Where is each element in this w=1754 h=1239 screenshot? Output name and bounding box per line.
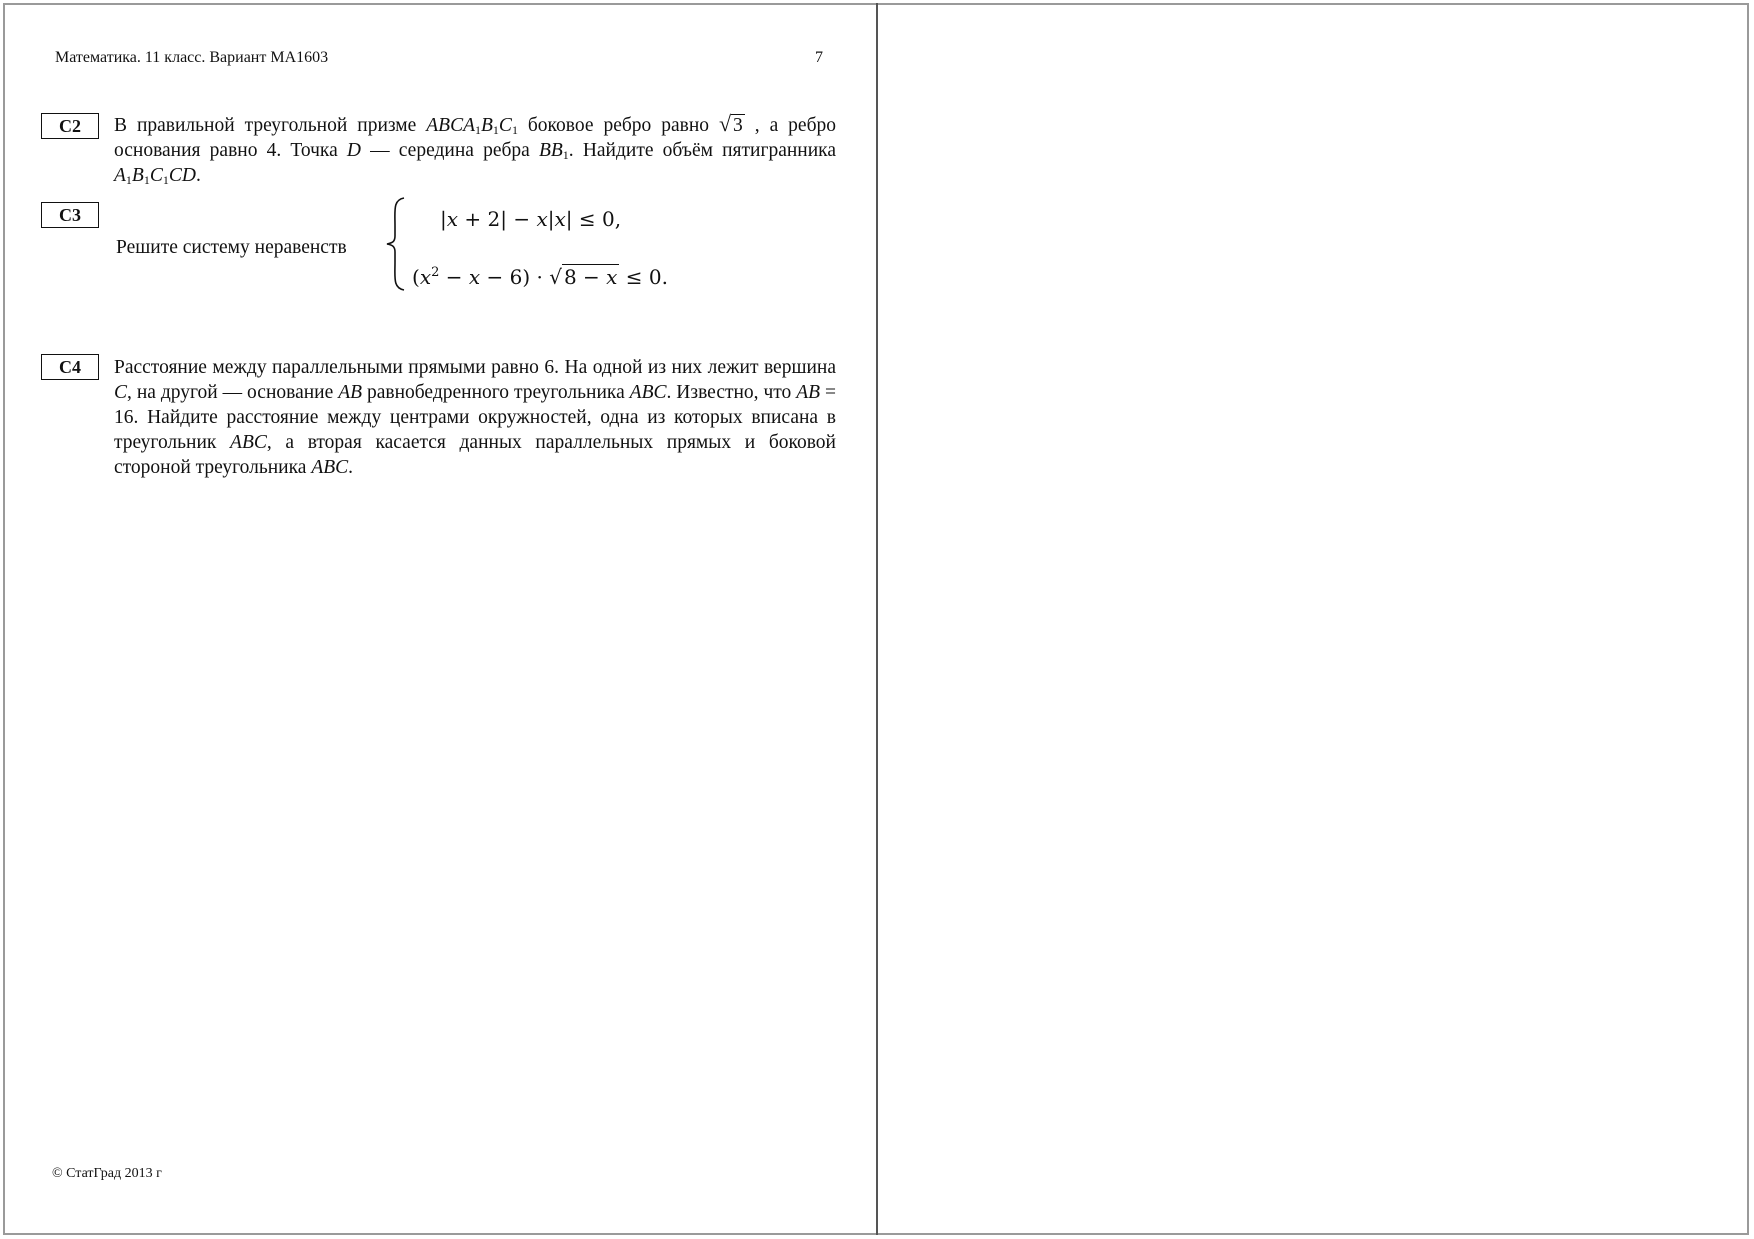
footer-copyright: © СтатГрад 2013 г: [52, 1166, 162, 1181]
system-brace: [384, 196, 410, 292]
inequality-2: $(x^2 - x - 6)$ · √ 8 − x ≤ 0.: [412, 265, 669, 289]
task-label-c3: С3: [41, 202, 99, 228]
task-c3-lead: Решите систему неравенств: [116, 237, 347, 258]
task-c4-text: Расстояние между параллельными прямыми равно 6. На одной из них лежит вершина C, на другой — основание AB равнобедренного треугольника ABC. Известно, что AB = 16. Найдите расстояние между центрами окружностей, одна из которых вписана в треугольник ABC, а вторая касается данных параллельных прямых и боковой стороной треугольника ABC.: [114, 357, 837, 478]
task-label-c4: С4: [41, 354, 99, 380]
page-number: 7: [815, 49, 823, 66]
task-label-c2: С2: [41, 113, 99, 139]
inequality-1: |x + 2| − x|x| ≤ 0,: [440, 207, 622, 231]
sqrt-symbol: √: [718, 111, 732, 136]
sqrt-symbol: √: [549, 265, 562, 289]
header-title: Математика. 11 класс. Вариант МА1603: [55, 49, 329, 66]
task-c2-text: В правильной треугольной призме $ABCA_1B_1C_1$ боковое ребро равно √ 3 , а ребро основания равно 4. Точка D — середина ребра $BB_1$. Найдите объём пятигранника $A_1B_1C_1CD$.: [114, 111, 836, 187]
page-divider: [876, 3, 878, 1235]
